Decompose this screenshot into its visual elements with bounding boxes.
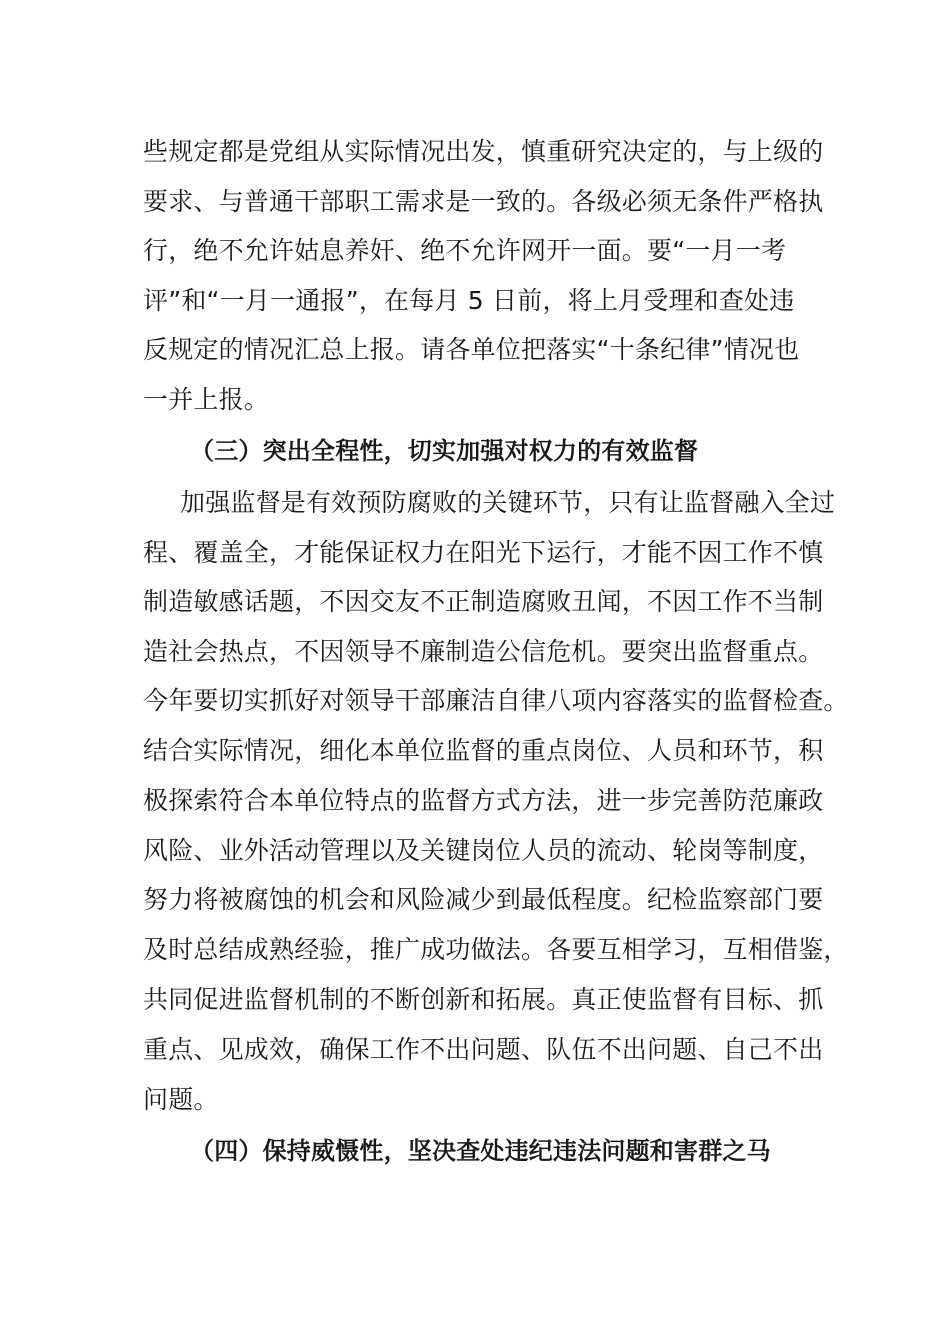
paragraph-line: 一并上报。 [143,385,270,414]
paragraph-line: 重点、见成效，确保工作不出问题、队伍不出问题、自己不出 [143,1035,824,1064]
paragraph-line: 风险、业外活动管理以及关键岗位人员的流动、轮岗等制度， [143,836,824,865]
paragraph-line: 问题。 [143,1085,219,1114]
paragraph-line: 极探索符合本单位特点的监督方式方法，进一步完善防范廉政 [143,786,824,815]
paragraph-line: 程、覆盖全，才能保证权力在阳光下运行，才能不因工作不慎 [143,538,824,567]
paragraph-line: 行，绝不允许姑息养奸、绝不允许网开一面。要“一月一考 [143,236,787,265]
paragraph-line: 评”和“一月一通报”，在每月 5 日前，将上月受理和查处违 [143,286,795,315]
paragraph-line: 努力将被腐蚀的机会和风险减少到最低程度。纪检监察部门要 [143,885,824,914]
paragraph-line: 共同促进监督机制的不断创新和拓展。真正使监督有目标、抓 [143,985,824,1014]
paragraph-line: 及时总结成熟经验，推广成功做法。各要互相学习，互相借鉴， [143,935,849,964]
paragraph-line: 今年要切实抓好对领导干部廉洁自律八项内容落实的监督检查。 [143,686,849,715]
section-heading: （三）突出全程性，切实加强对权力的有效监督 [190,437,699,465]
paragraph-line: 要求、与普通干部职工需求是一致的。各级必须无条件严格执 [143,187,824,216]
paragraph-line: 反规定的情况汇总上报。请各单位把落实“十条纪律”情况也 [143,335,800,364]
paragraph-line: 些规定都是党组从实际情况出发，慎重研究决定的，与上级的 [143,137,824,166]
section-heading: （四）保持威慑性，坚决查处违纪违法问题和害群之马 [190,1137,771,1165]
paragraph-line: 制造敏感话题，不因交友不正制造腐败丑闻，不因工作不当制 [143,587,824,616]
paragraph-line: 造社会热点，不因领导不廉制造公信危机。要突出监督重点。 [143,637,824,666]
paragraph-line: 加强监督是有效预防腐败的关键环节，只有让监督融入全过 [180,488,836,517]
paragraph-line: 结合实际情况，细化本单位监督的重点岗位、人员和环节，积 [143,736,824,765]
